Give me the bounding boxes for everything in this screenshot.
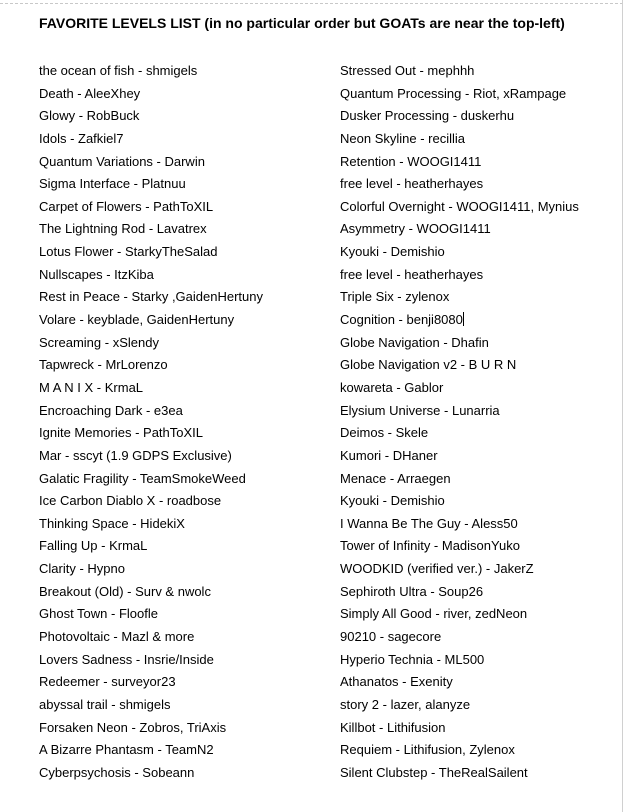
level-entry-text[interactable]: Lovers Sadness - Insrie/Inside: [39, 651, 214, 667]
level-entry[interactable]: [340, 173, 579, 196]
level-entry-text[interactable]: Forsaken Neon - Zobros, TriAxis: [39, 719, 227, 735]
level-entry[interactable]: [39, 264, 263, 287]
level-entry[interactable]: [39, 468, 263, 491]
level-entry[interactable]: [39, 603, 263, 626]
level-entry-text[interactable]: Retention - WOOGI1411: [340, 153, 482, 169]
level-entry[interactable]: [39, 400, 263, 423]
level-entry[interactable]: [39, 332, 263, 355]
level-entry-text[interactable]: Kyouki - Demishio: [340, 244, 445, 260]
level-entry[interactable]: [340, 241, 579, 264]
level-entry[interactable]: [39, 739, 263, 762]
level-entry-text[interactable]: Neon Skyline - recillia: [340, 130, 465, 146]
level-entry[interactable]: [340, 218, 579, 241]
level-entry-text[interactable]: Globe Navigation - Dhafin: [340, 334, 489, 350]
level-entry[interactable]: [340, 603, 579, 626]
level-entry-text[interactable]: abyssal trail - shmigels: [39, 696, 171, 712]
level-entry-text[interactable]: Photovoltaic - Mazl & more: [39, 629, 195, 645]
level-entry-text[interactable]: kowareta - Gablor: [340, 379, 444, 395]
level-entry[interactable]: [39, 128, 263, 151]
level-entry[interactable]: [39, 218, 263, 241]
level-entry[interactable]: [39, 377, 263, 400]
level-entry[interactable]: [39, 581, 263, 604]
level-entry[interactable]: [39, 105, 263, 128]
level-entry-text[interactable]: Sephiroth Ultra - Soup26: [340, 583, 484, 599]
level-entry[interactable]: [39, 558, 263, 581]
level-entry[interactable]: [340, 60, 579, 83]
level-entry[interactable]: [340, 558, 579, 581]
level-entry[interactable]: [340, 739, 579, 762]
level-entry[interactable]: [340, 83, 579, 106]
level-entry-text[interactable]: Thinking Space - HidekiX: [39, 515, 185, 531]
level-entry[interactable]: [340, 105, 579, 128]
level-entry[interactable]: [340, 377, 579, 400]
level-entry-text[interactable]: Death - AleeXhey: [39, 85, 141, 101]
level-entry-text[interactable]: A Bizarre Phantasm - TeamN2: [39, 742, 214, 758]
level-entry-text[interactable]: Tower of Infinity - MadisonYuko: [340, 538, 520, 554]
level-entry[interactable]: [340, 309, 579, 332]
level-entry-text[interactable]: Silent Clubstep - TheRealSailent: [340, 764, 528, 780]
level-entry[interactable]: [39, 151, 263, 174]
level-entry[interactable]: [39, 173, 263, 196]
level-entry-text[interactable]: Glowy - RobBuck: [39, 108, 140, 124]
level-entry-text[interactable]: Lotus Flower - StarkyTheSalad: [39, 244, 218, 260]
level-entry[interactable]: [39, 83, 263, 106]
level-entry[interactable]: [39, 422, 263, 445]
level-entry-text[interactable]: Hyperio Technia - ML500: [340, 651, 485, 667]
level-entry-text[interactable]: Breakout (Old) - Surv & nwolc: [39, 583, 211, 599]
level-entry-text[interactable]: WOODKID (verified ver.) - JakerZ: [340, 561, 534, 577]
level-entry[interactable]: [39, 196, 263, 219]
level-entry-text[interactable]: Encroaching Dark - e3ea: [39, 402, 183, 418]
level-entry-text[interactable]: Quantum Processing - Riot, xRampage: [340, 85, 567, 101]
level-entry[interactable]: [340, 128, 579, 151]
level-entry-text[interactable]: Carpet of Flowers - PathToXIL: [39, 198, 214, 214]
level-entry[interactable]: [39, 671, 263, 694]
level-entry-text[interactable]: Simply All Good - river, zedNeon: [340, 606, 528, 622]
level-entry[interactable]: [340, 354, 579, 377]
level-entry[interactable]: [340, 264, 579, 287]
level-entry-text[interactable]: Cognition - benji8080: [340, 312, 463, 328]
level-entry-text[interactable]: Asymmetry - WOOGI1411: [340, 221, 491, 237]
level-entry-text[interactable]: Menace - Arraegen: [340, 470, 451, 486]
level-entry[interactable]: [39, 762, 263, 785]
level-entry[interactable]: [340, 400, 579, 423]
level-entry-text[interactable]: Colorful Overnight - WOOGI1411, Mynius: [340, 198, 579, 214]
level-entry[interactable]: [340, 535, 579, 558]
text-cursor: [463, 312, 464, 326]
level-entry-text[interactable]: Rest in Peace - Starky ,GaidenHertuny: [39, 289, 263, 305]
level-entry[interactable]: [340, 513, 579, 536]
level-entry-text[interactable]: story 2 - lazer, alanyze: [340, 696, 471, 712]
level-entry[interactable]: [39, 241, 263, 264]
level-entry-text[interactable]: Falling Up - KrmaL: [39, 538, 148, 554]
level-entry[interactable]: [340, 649, 579, 672]
level-entry[interactable]: [340, 694, 579, 717]
level-entry-text[interactable]: I Wanna Be The Guy - Aless50: [340, 515, 518, 531]
document-title[interactable]: FAVORITE LEVELS LIST (in no particular order but GOATs are near the top-left): [39, 15, 565, 31]
level-entry-text[interactable]: free level - heatherhayes: [340, 266, 484, 282]
level-entry-text[interactable]: Mar - sscyt (1.9 GDPS Exclusive): [39, 447, 232, 463]
level-entry-text[interactable]: M A N I X - KrmaL: [39, 379, 144, 395]
level-entry-text[interactable]: Galatic Fragility - TeamSmokeWeed: [39, 470, 246, 486]
level-entry[interactable]: [39, 717, 263, 740]
level-entry[interactable]: [39, 649, 263, 672]
level-entry[interactable]: [39, 309, 263, 332]
level-entry-text[interactable]: Screaming - xSlendy: [39, 334, 159, 350]
right-level-list: [340, 60, 579, 785]
level-entry-text[interactable]: Ghost Town - Floofle: [39, 606, 158, 622]
level-entry-text[interactable]: Tapwreck - MrLorenzo: [39, 357, 168, 373]
level-entry-text[interactable]: Globe Navigation v2 - B U R N: [340, 357, 517, 373]
level-entry-text[interactable]: Athanatos - Exenity: [340, 674, 453, 690]
level-entry-text[interactable]: Kumori - DHaner: [340, 447, 438, 463]
level-entry-text[interactable]: Volare - keyblade, GaidenHertuny: [39, 312, 235, 328]
level-entry[interactable]: [340, 151, 579, 174]
level-entry-text[interactable]: Sigma Interface - Platnuu: [39, 176, 186, 192]
level-entry-text[interactable]: Nullscapes - ItzKiba: [39, 266, 154, 282]
level-entry-text[interactable]: Dusker Processing - duskerhu: [340, 108, 515, 124]
level-entry-text[interactable]: Killbot - Lithifusion: [340, 719, 446, 735]
level-entry-text[interactable]: Quantum Variations - Darwin: [39, 153, 205, 169]
level-entry[interactable]: [340, 196, 579, 219]
level-entry[interactable]: [39, 60, 263, 83]
level-entry[interactable]: [39, 286, 263, 309]
level-entry[interactable]: [340, 332, 579, 355]
level-entry-text[interactable]: Ignite Memories - PathToXIL: [39, 425, 204, 441]
level-entry-text[interactable]: The Lightning Rod - Lavatrex: [39, 221, 207, 237]
level-entry[interactable]: [340, 762, 579, 785]
level-entry[interactable]: [340, 445, 579, 468]
left-level-list: [39, 60, 263, 785]
level-entry[interactable]: [39, 694, 263, 717]
level-entry-text[interactable]: Ice Carbon Diablo X - roadbose: [39, 493, 222, 509]
level-entry-text[interactable]: 90210 - sagecore: [340, 629, 442, 645]
level-entry[interactable]: [340, 490, 579, 513]
level-entry[interactable]: [340, 468, 579, 491]
level-entry[interactable]: [39, 445, 263, 468]
level-entry-text[interactable]: Triple Six - zylenox: [340, 289, 450, 305]
level-entry[interactable]: [39, 490, 263, 513]
level-entry-text[interactable]: the ocean of fish - shmigels: [39, 63, 198, 78]
level-entry-text[interactable]: free level - heatherhayes: [340, 176, 484, 192]
level-entry[interactable]: [340, 671, 579, 694]
level-entry[interactable]: [340, 717, 579, 740]
level-entry[interactable]: [340, 422, 579, 445]
level-entry[interactable]: [39, 626, 263, 649]
level-entry-text[interactable]: Deimos - Skele: [340, 425, 429, 441]
level-entry-text[interactable]: Stressed Out - mephhh: [340, 63, 475, 78]
level-entry[interactable]: [39, 513, 263, 536]
level-entry-text[interactable]: Idols - Zafkiel7: [39, 130, 124, 146]
level-entry-text[interactable]: Elysium Universe - Lunarria: [340, 402, 500, 418]
level-entry[interactable]: [39, 535, 263, 558]
level-entry-text[interactable]: Requiem - Lithifusion, Zylenox: [340, 742, 515, 758]
level-entry-text[interactable]: Kyouki - Demishio: [340, 493, 445, 509]
level-entry[interactable]: [340, 286, 579, 309]
level-entry[interactable]: [340, 581, 579, 604]
level-entry[interactable]: [39, 354, 263, 377]
level-entry-text[interactable]: Redeemer - surveyor23: [39, 674, 176, 690]
level-entry-text[interactable]: Cyberpsychosis - Sobeann: [39, 764, 195, 780]
level-entry[interactable]: [340, 626, 579, 649]
page-top-edge: [0, 0, 623, 4]
level-entry-text[interactable]: Clarity - Hypno: [39, 561, 125, 577]
